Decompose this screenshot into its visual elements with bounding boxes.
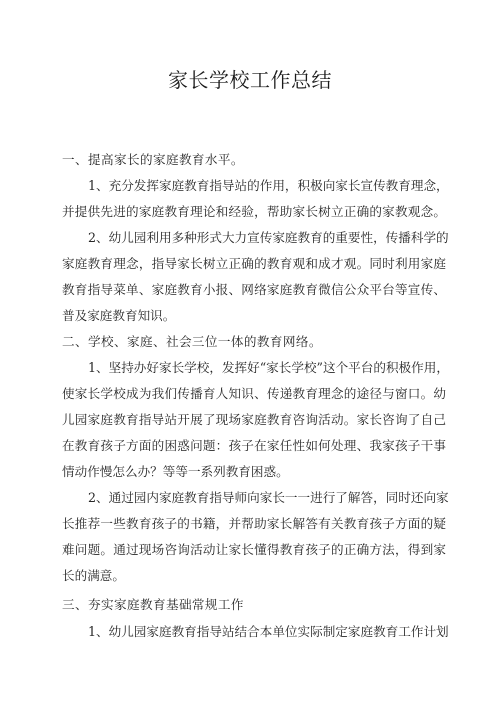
document-title: 家长学校工作总结 <box>168 68 332 92</box>
paragraph-line: 在教育孩子方面的困惑问题：孩子在家任性如何处理、我家孩子干事 <box>62 438 446 453</box>
paragraph-line: 长推荐一些教育孩子的书籍，并帮助家长解答有关教育孩子方面的疑 <box>62 516 446 531</box>
section-heading-3: 三、夯实家庭教育基础常规工作 <box>62 597 244 612</box>
paragraph-line: 普及家庭教育知识。 <box>62 308 176 323</box>
section-heading-1: 一、提高家长的家庭教育水平。 <box>62 152 244 167</box>
paragraph-line: 1、充分发挥家庭教育指导站的作用，积极向家长宣传教育理念， <box>88 178 449 193</box>
section-heading-2: 二、学校、家庭、社会三位一体的教育网络。 <box>62 334 322 349</box>
paragraph-line: 并提供先进的家庭教育理论和经验，帮助家长树立正确的家教观念。 <box>62 204 446 219</box>
paragraph-line: 家庭教育理念，指导家长树立正确的教育观和成才观。同时利用家庭 <box>62 256 446 271</box>
paragraph-line: 教育指导菜单、家庭教育小报、网络家庭教育微信公众平台等宣传、 <box>62 282 446 297</box>
paragraph-line: 情动作慢怎么办？等等一系列教育困惑。 <box>62 464 289 479</box>
paragraph-line: 1、幼儿园家庭教育指导站结合本单位实际制定家庭教育工作计划 <box>88 624 449 639</box>
paragraph-line: 难问题。通过现场咨询活动让家长懂得教育孩子的正确方法，得到家 <box>62 542 446 557</box>
paragraph-line: 1、坚持办好家长学校，发挥好“家长学校”这个平台的积极作用， <box>88 360 449 375</box>
paragraph-line: 儿园家庭教育指导站开展了现场家庭教育咨询活动。家长咨询了自己 <box>62 412 446 427</box>
paragraph-line: 2、幼儿园利用多种形式大力宣传家庭教育的重要性，传播科学的 <box>88 230 449 245</box>
paragraph-line: 使家长学校成为我们传播育人知识、传递教育理念的途径与窗口。幼 <box>62 386 446 401</box>
paragraph-line: 长的满意。 <box>62 568 125 583</box>
paragraph-line: 2、通过园内家庭教育指导师向家长一一进行了解答，同时还向家 <box>88 490 449 505</box>
